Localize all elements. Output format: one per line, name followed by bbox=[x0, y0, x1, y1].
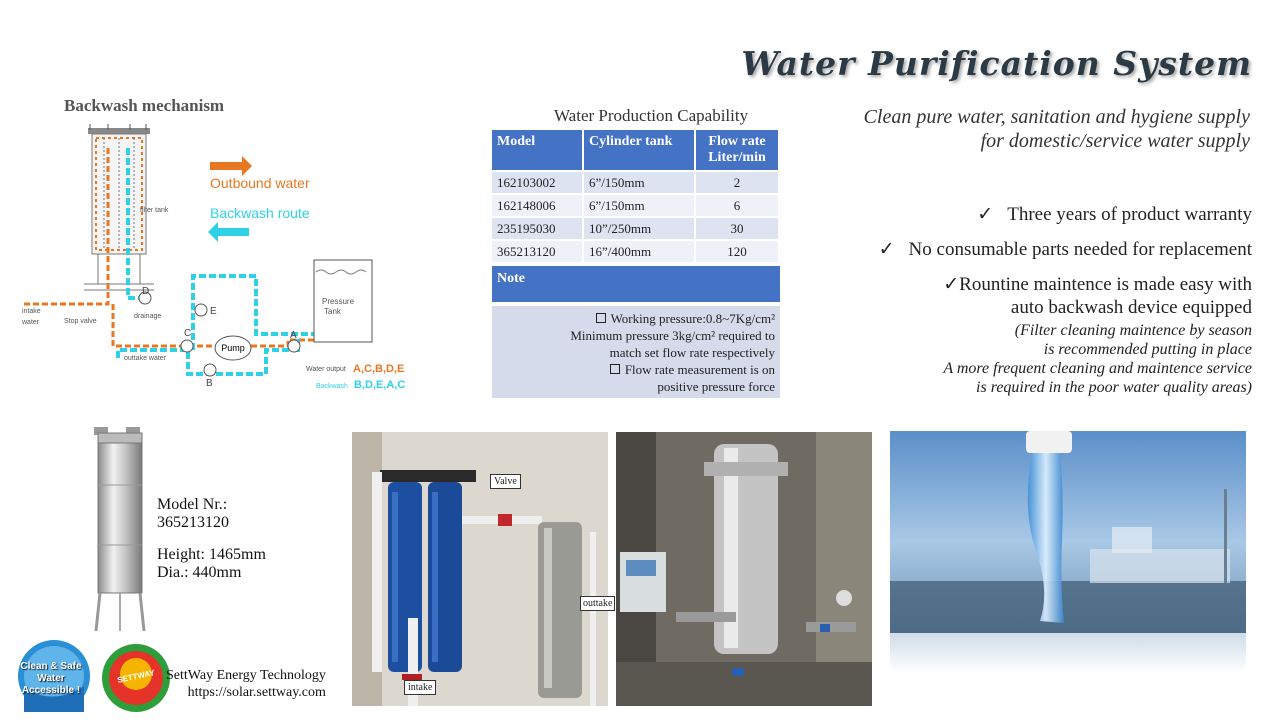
svg-text:Pressure: Pressure bbox=[322, 297, 355, 306]
product-spec bbox=[157, 496, 266, 582]
table-cell: 2 bbox=[695, 171, 779, 194]
height-spec: Height: 1465mm bbox=[157, 546, 266, 563]
photo-reflection bbox=[890, 633, 1246, 673]
water-tap-photo bbox=[890, 431, 1246, 633]
check-icon: ✓ bbox=[943, 274, 960, 295]
valve-e-icon bbox=[195, 304, 207, 316]
table-cell: 6 bbox=[695, 194, 779, 217]
steel-tank-photo bbox=[616, 432, 872, 706]
valve-c-icon bbox=[181, 340, 193, 352]
diameter-spec: Dia.: 440mm bbox=[157, 564, 242, 581]
page-title: Water Purification System bbox=[741, 44, 1252, 83]
check-icon: ✓ bbox=[977, 204, 994, 225]
model-number: 365213120 bbox=[157, 514, 229, 531]
feature-item: ✓ Three years of product warranty bbox=[977, 204, 1252, 225]
valve-a-icon bbox=[288, 340, 300, 352]
note-line: Flow rate measurement is on bbox=[497, 361, 775, 378]
note-line: Working pressure:0.8~7Kg/cm² bbox=[497, 310, 775, 327]
valve-a-label: A bbox=[290, 330, 297, 341]
column-header: Flow rate Liter/min bbox=[695, 130, 779, 171]
note-body bbox=[492, 306, 780, 398]
model-label: Model Nr.: bbox=[157, 496, 228, 513]
table-row bbox=[492, 217, 779, 240]
outbound-label: Outbound water bbox=[210, 175, 310, 191]
valve-d-label: D bbox=[142, 286, 150, 297]
subtitle-line: Clean pure water, sanitation and hygiene supply bbox=[863, 106, 1250, 128]
table-cell: 10”/250mm bbox=[583, 217, 695, 240]
feature-item: ✓Rountine maintence is made easy with bbox=[943, 274, 1252, 295]
note-line: positive pressure force bbox=[657, 379, 775, 394]
company-url[interactable]: https://solar.settway.com bbox=[187, 685, 326, 700]
table-cell: 6”/150mm bbox=[583, 194, 695, 217]
outtake-label: outtake water bbox=[124, 355, 167, 362]
intake-photo-label: intake bbox=[404, 680, 436, 695]
stop-valve-label: Stop valve bbox=[64, 318, 97, 325]
backwash-title: Backwash mechanism bbox=[64, 96, 225, 115]
drainage-label: drainage bbox=[134, 313, 162, 320]
table-cell: 365213120 bbox=[492, 240, 583, 262]
feature-item: ✓ No consumable parts needed for replacement bbox=[878, 239, 1252, 260]
valve-b-icon bbox=[204, 364, 216, 376]
valve-b-label: B bbox=[206, 378, 213, 389]
table-cell: 6”/150mm bbox=[583, 171, 695, 194]
subtitle bbox=[780, 105, 1250, 153]
legend-backwash-label: Backwash bbox=[316, 383, 348, 390]
valve-e-label: E bbox=[210, 306, 217, 317]
filter-tank-label: filter tank bbox=[140, 207, 169, 214]
table-header-row bbox=[492, 130, 779, 171]
legend-output-label: Water output bbox=[306, 366, 346, 373]
valve-c-label: C bbox=[184, 328, 192, 339]
feature-note: (Filter cleaning maintence by season is recommended putting in place A more frequent cleaning and maintence service is required in the poor water quality areas) bbox=[943, 322, 1252, 396]
intake-label: water bbox=[22, 319, 40, 326]
table-row bbox=[492, 171, 779, 194]
installation-photo bbox=[352, 432, 613, 706]
note-header: Note bbox=[492, 266, 780, 302]
note-line: match set flow rate respectively bbox=[609, 345, 775, 360]
backwash-arrow-icon bbox=[208, 222, 249, 242]
pump-label: Pump bbox=[221, 343, 245, 353]
note-line: Minimum pressure 3kg/cm² required to bbox=[570, 328, 775, 343]
table-cell: 120 bbox=[695, 240, 779, 262]
badge-text: Clean & Safe Water Accessible ! bbox=[20, 661, 82, 696]
checkbox-bullet-icon bbox=[596, 313, 606, 323]
capability-table bbox=[492, 130, 780, 262]
table-row bbox=[492, 240, 779, 262]
backwash-diagram bbox=[18, 118, 438, 400]
output-sequence: A,C,B,D,E bbox=[353, 363, 405, 375]
tank-cap bbox=[88, 128, 150, 134]
column-header: Model bbox=[492, 130, 583, 171]
valve-photo-label: Valve bbox=[490, 474, 521, 489]
filter-cylinder-image bbox=[88, 425, 158, 635]
outbound-arrow-icon bbox=[210, 156, 252, 176]
table-cell: 162103002 bbox=[492, 171, 583, 194]
feature-list bbox=[782, 203, 1252, 397]
backwash-label: Backwash route bbox=[210, 205, 310, 221]
outtake-photo-label: outtake bbox=[580, 596, 615, 611]
table-cell: 16”/400mm bbox=[583, 240, 695, 262]
company-info bbox=[166, 667, 326, 701]
feature-item-cont: auto backwash device equipped bbox=[1010, 297, 1252, 318]
intake-label: intake bbox=[22, 308, 41, 315]
table-cell: 162148006 bbox=[492, 194, 583, 217]
table-row bbox=[492, 194, 779, 217]
brand-text: SETTWAY bbox=[116, 668, 156, 685]
check-icon: ✓ bbox=[878, 239, 895, 260]
subtitle-line: for domestic/service water supply bbox=[980, 130, 1250, 152]
table-cell: 30 bbox=[695, 217, 779, 240]
column-header: Cylinder tank bbox=[583, 130, 695, 171]
capability-title: Water Production Capability bbox=[554, 106, 749, 125]
company-name: SettWay Energy Technology bbox=[166, 668, 326, 683]
backwash-sequence: B,D,E,A,C bbox=[354, 379, 406, 391]
checkbox-bullet-icon bbox=[610, 364, 620, 374]
svg-text:Tank: Tank bbox=[324, 307, 341, 316]
table-cell: 235195030 bbox=[492, 217, 583, 240]
